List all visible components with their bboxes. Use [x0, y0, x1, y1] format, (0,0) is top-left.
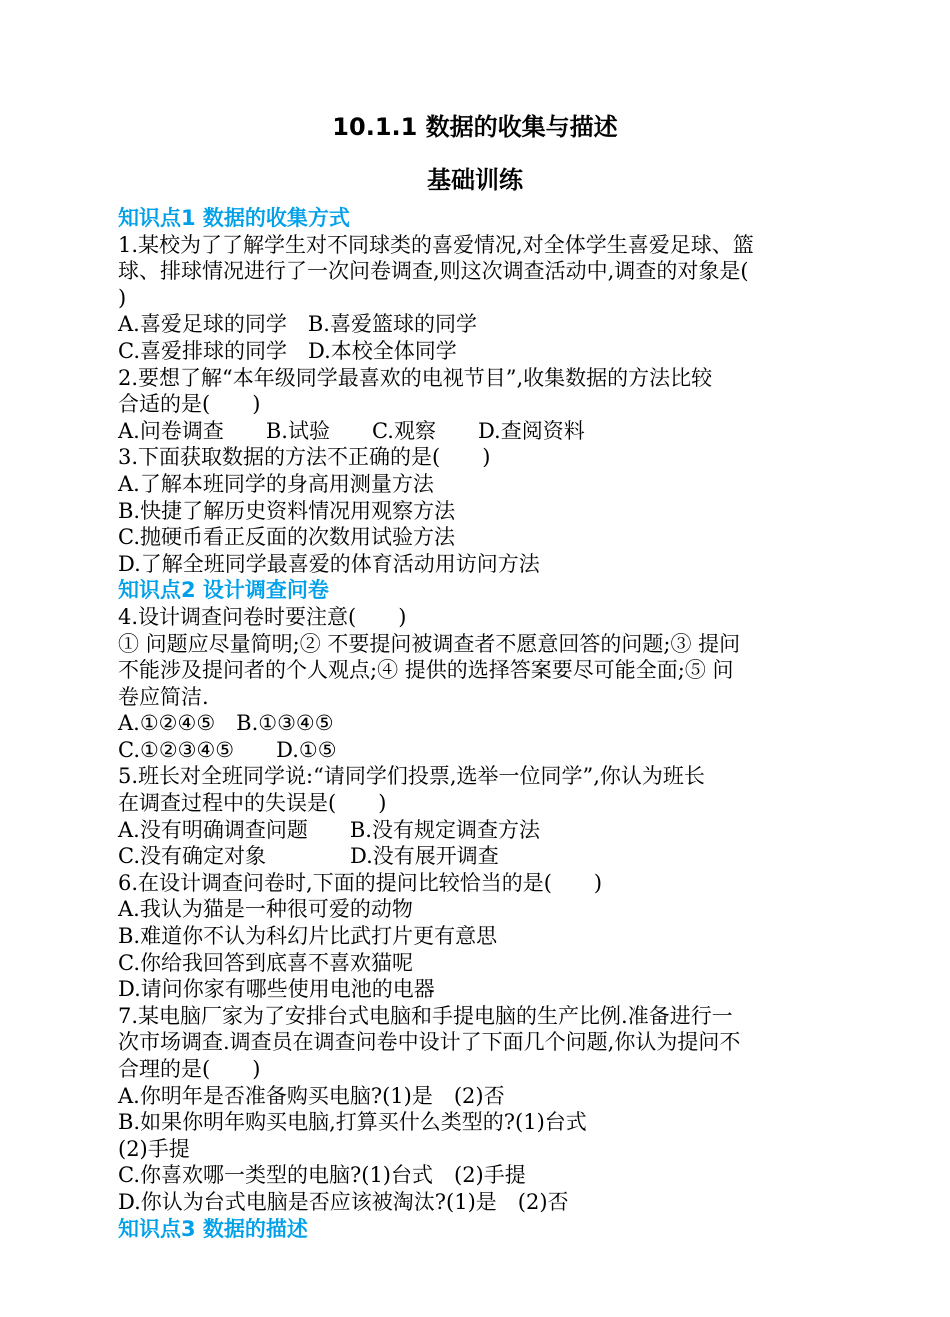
option-line: B.快捷了解历史资料情况用观察方法	[118, 498, 456, 523]
option-line: D.你认为台式电脑是否应该被淘汰?(1)是 (2)否	[118, 1189, 569, 1214]
question-line: 3.下面获取数据的方法不正确的是( )	[118, 445, 491, 470]
option-line: (2)手提	[118, 1136, 190, 1161]
question-line: 合适的是( )	[118, 392, 261, 417]
option-line: A.我认为猫是一种很可爱的动物	[118, 897, 413, 922]
question-line: 不能涉及提问者的个人观点;④ 提供的选择答案要尽可能全面;⑤ 问	[118, 658, 734, 683]
section-heading: 知识点3 数据的描述	[118, 1216, 308, 1241]
option-line: A.没有明确调查问题 B.没有规定调查方法	[118, 817, 540, 842]
question-line: 球、排球情况进行了一次问卷调查,则这次调查活动中,调查的对象是(	[118, 259, 749, 284]
option-line: C.你给我回答到底喜不喜欢猫呢	[118, 950, 413, 975]
question-line: 1.某校为了了解学生对不同球类的喜爱情况,对全体学生喜爱足球、篮	[118, 232, 754, 257]
option-line: A.喜爱足球的同学 B.喜爱篮球的同学	[118, 312, 477, 337]
option-line: C.没有确定对象 D.没有展开调查	[118, 844, 499, 869]
option-line: C.喜爱排球的同学 D.本校全体同学	[118, 338, 457, 363]
option-line: A.①②④⑤ B.①③④⑤	[118, 711, 334, 736]
option-line: B.难道你不认为科幻片比武打片更有意思	[118, 924, 498, 949]
question-line: 6.在设计调查问卷时,下面的提问比较恰当的是( )	[118, 870, 603, 895]
option-line: A.问卷调查 B.试验 C.观察 D.查阅资料	[118, 418, 585, 443]
question-line: )	[118, 285, 127, 310]
option-line: C.抛硬币看正反面的次数用试验方法	[118, 525, 455, 550]
question-line: ① 问题应尽量简明;② 不要提问被调查者不愿意回答的问题;③ 提问	[118, 631, 741, 656]
option-line: A.你明年是否准备购买电脑?(1)是 (2)否	[118, 1083, 505, 1108]
option-line: B.如果你明年购买电脑,打算买什么类型的?(1)台式	[118, 1110, 587, 1135]
question-line: 次市场调查.调查员在调查问卷中设计了下面几个问题,你认为提问不	[118, 1030, 741, 1055]
question-line: 在调查过程中的失误是( )	[118, 791, 387, 816]
option-line: C.你喜欢哪一类型的电脑?(1)台式 (2)手提	[118, 1163, 526, 1188]
question-line: 2.要想了解“本年级同学最喜欢的电视节目”,收集数据的方法比较	[118, 365, 713, 390]
page-subtitle: 基础训练	[427, 166, 523, 194]
option-line: C.①②③④⑤ D.①⑤	[118, 737, 337, 762]
option-line: D.请问你家有哪些使用电池的电器	[118, 977, 435, 1002]
question-line: 4.设计调查问卷时要注意( )	[118, 604, 407, 629]
option-line: A.了解本班同学的身高用测量方法	[118, 471, 434, 496]
section-heading: 知识点2 设计调查问卷	[118, 578, 329, 603]
option-line: D.了解全班同学最喜爱的体育活动用访问方法	[118, 551, 540, 576]
document-body	[118, 205, 838, 1242]
question-line: 卷应简洁.	[118, 684, 209, 709]
question-line: 7.某电脑厂家为了安排台式电脑和手提电脑的生产比例.准备进行一	[118, 1003, 733, 1028]
question-line: 合理的是( )	[118, 1057, 261, 1081]
page-title: 10.1.1 数据的收集与描述	[332, 113, 618, 141]
question-line: 5.班长对全班同学说:“请同学们投票,选举一位同学”,你认为班长	[118, 764, 705, 789]
section-heading: 知识点1 数据的收集方式	[118, 206, 350, 230]
